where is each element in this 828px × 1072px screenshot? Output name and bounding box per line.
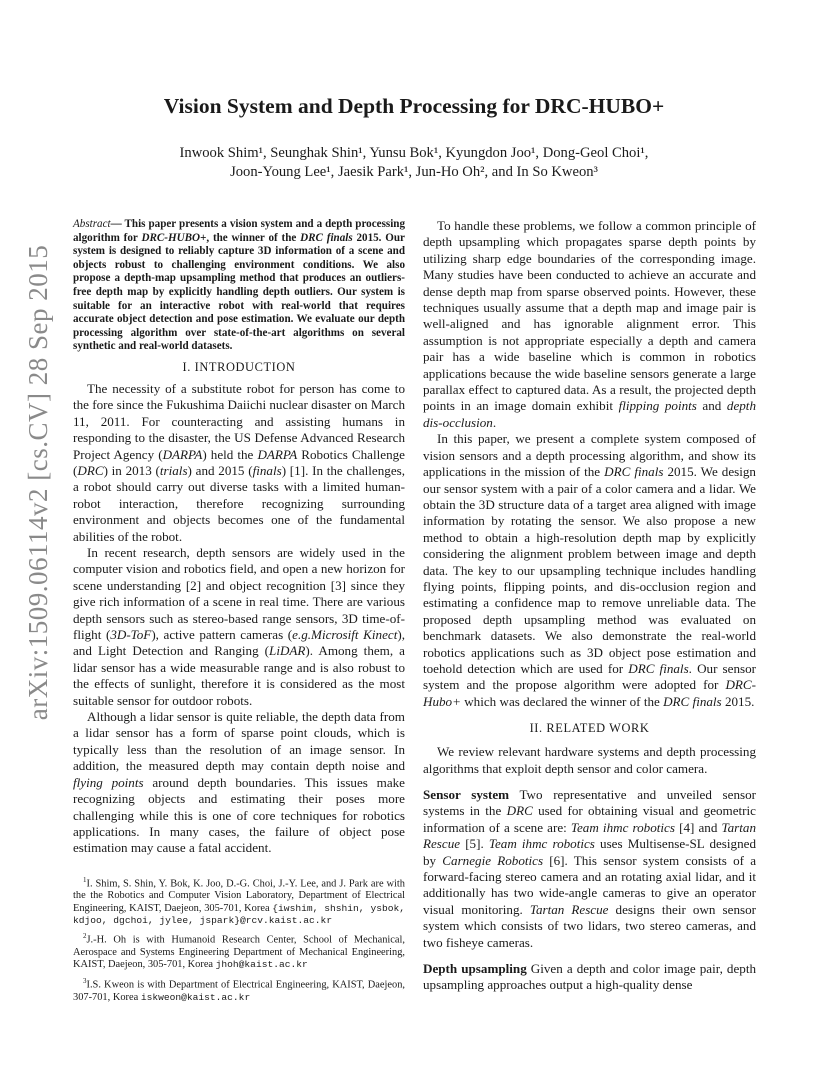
section-heading-related-work: II. RELATED WORK <box>529 721 650 736</box>
intro-paragraph-3: Although a lidar sensor is quite reliable, the depth data from a lidar sensor has a form of sparse point clouds, which is typically less than the resolution of an image sensor. In addition, the measured depth may contain depth noise and flying points around depth boundaries. This issues make recognizing objects and estimating their poses more challenging while this is one of core techniques for robotics applications. In many cases, the failure of object pose estimation may cause a fatal accident. <box>73 709 405 856</box>
author-list <box>80 144 748 182</box>
abstract-text: , the winner of the <box>206 231 301 244</box>
intro-paragraph-5: In this paper, we present a complete system composed of vision sensors and a depth processing algorithm, and show its applications in the mission of the DRC finals 2015. We design our sensor system with a pair of a color camera and a lidar. We obtain the 3D structure data of a target area aligned with image information by rotating the sensor. We also propose a new method to obtain a high-resolution depth map by explicitly considering the alignment problem between image and depth data. The key to our upsampling technique includes handling flying points, flipping points, and dis-occlusion region and estimating a confidence map to remove unreliable data. The proposed depth upsampling method was evaluated on benchmark datasets. We also demonstrate the real-world robotics applications such as 3D object pose estimation and toehold detection which are used for DRC finals. Our sensor system and the propose algorithm were adopted for DRC-Hubo+ which was declared the winner of the DRC finals 2015. <box>423 431 757 709</box>
subsection-heading-depth-upsampling: Depth upsampling <box>423 961 527 977</box>
abstract-robot-name: DRC-HUBO+ <box>141 231 207 244</box>
footnote-1-emails: {iwshim, shshin, ysbok, kdjoo, dgchoi, jylee, jspark}@rcv.kaist.ac.kr <box>73 902 405 927</box>
footnote-3-email: iskweon@kaist.ac.kr <box>140 991 251 1003</box>
intro-paragraph-2: In recent research, depth sensors are widely used in the computer vision and robotics field, and open a new horizon for scene understanding [2] and object recognition [3] since they give rich information of a scene in real time. There are various depth sensors such as stereo-based range sensors, 3D time-of-flight (3D-ToF), active pattern cameras (e.g.Microsift Kinect), and Light Detection and Ranging (LiDAR). Among them, a lidar sensor has a wide measurable range and is also robust to the effects of sunlight, therefore it is considered as the most suitable sensor for outdoor robots. <box>73 545 405 708</box>
footnote-2-email: jhoh@kaist.ac.kr <box>215 959 308 971</box>
footnote-1: $^1$I. Shim, S. Shin, Y. Bok, K. Joo, D.-G. Choi, J.-Y. Lee, and J. Park are with the the Robotics and Computer Vision Laboratory, Department of Electrical Engineering, KAIST, Daejeon, 305-701, Korea {iwshim, shshin, ysbok, kdjoo, dgchoi, jylee, jspark}@rcv.kaist.ac.kr <box>73 875 405 927</box>
intro-paragraph-1: The necessity of a substitute robot for person has come to the fore since the Fukushima Daiichi nuclear disaster on March 11, 2011. For counteracting and assisting humans in responding to the disaster, the US Defense Advanced Research Project Agency (DARPA) held the DARPA Robotics Challenge (DRC) in 2013 (trials) and 2015 (finals) [1]. In the challenges, a robot should carry out diverse tasks with a limited human-robot interaction, therefore recognizing surrounding environment and objects becomes one of the fundamental abilities of the robot. <box>73 380 406 544</box>
arxiv-stamp <box>19 244 59 720</box>
related-sensor-system-paragraph: Sensor system Two representative and unveiled sensor systems in the DRC used for obtaining visual and geometric information of a scene are: Team ihmc robotics [4] and Tartan Rescue [5]. Team ihmc robotics uses Multisense-SL designed by Carnegie Robotics [6]. This sensor system consists of a forward-facing stereo camera and an rotating axial lidar, and it additionally has two wide-angle cameras to give an operator visual monitoring. Tartan Rescue designs their own sensor system which consists of two lidars, two stereo cameras, and two fisheye cameras. <box>423 787 757 950</box>
related-depth-upsampling-paragraph: Depth upsampling Given a depth and color image pair, depth upsampling approaches output a high-quality dense <box>423 961 757 993</box>
section-heading-introduction: I. INTRODUCTION <box>182 359 296 374</box>
abstract-text: This paper presents a vision system and a depth processing algorithm for <box>73 218 405 244</box>
subsection-heading-sensor-system: Sensor system <box>423 787 510 802</box>
author-line-1: Inwook Shim¹, Seunghak Shin¹, Yunsu Bok¹, Kyungdon Joo¹, Dong-Geol Choi¹, <box>179 145 649 161</box>
arxiv-stamp-text: arXiv:1509.06114v2 [cs.CV] 28 Sep 2015 <box>23 244 54 720</box>
right-column <box>423 218 756 994</box>
abstract-lead: Abstract <box>73 218 111 230</box>
left-column <box>73 218 405 1004</box>
abstract-dash: — <box>110 218 125 230</box>
footnote-3: $^3$I.S. Kweon is with Department of Electrical Engineering, KAIST, Daejeon, 307-701, Korea iskweon@kaist.ac.kr <box>73 976 405 1003</box>
intro-paragraph-4: To handle these problems, we follow a common principle of depth upsampling which propagates sparse depth points by utilizing sharp edge boundaries of the corresponding image. Many studies have been conducted to achieve an accurate and dense depth map from sparse observed points. However, these techniques usually assume that a depth map and image pair is well-aligned and has ignorable alignment error. This assumption is not appropriate especially a depth and camera pair has a wide baseline which is common in robotics applications because the wide baseline sensors generate a large parallax effect to captured data. As a result, the projected depth points in an image domain exhibit flipping points and depth dis-occlusion. <box>423 218 756 430</box>
paper-title: Vision System and Depth Processing for DRC-HUBO+ <box>163 94 665 118</box>
abstract-drc-finals: DRC finals <box>300 231 353 244</box>
author-line-2: Joon-Young Lee¹, Jaesik Park¹, Jun-Ho Oh², and In So Kweon³ <box>230 164 598 180</box>
related-intro-paragraph: We review relevant hardware systems and depth processing algorithms that exploit depth sensor and color camera. <box>423 744 756 776</box>
footnote-2: $^2$J.-H. Oh is with Humanoid Research Center, School of Mechanical, Aerospace and Systems Engineering Department of Mechanical Engineering, KAIST, Daejeon, 305-701, Korea jhoh@kaist.ac.kr <box>73 932 405 971</box>
abstract <box>73 218 405 354</box>
abstract-text: 2015. Our system is designed to reliably capture 3D information of a scene and objects robust to challenging environment conditions. We also propose a depth-map upsampling method that produces an outliers-free depth map by explicitly handling depth outliers. Our system is suitable for an interactive robot with real-world that requires accurate object detection and pose estimation. We evaluate our depth processing algorithm over state-of-the-art algorithms on several synthetic and real-world datasets. <box>73 231 405 353</box>
